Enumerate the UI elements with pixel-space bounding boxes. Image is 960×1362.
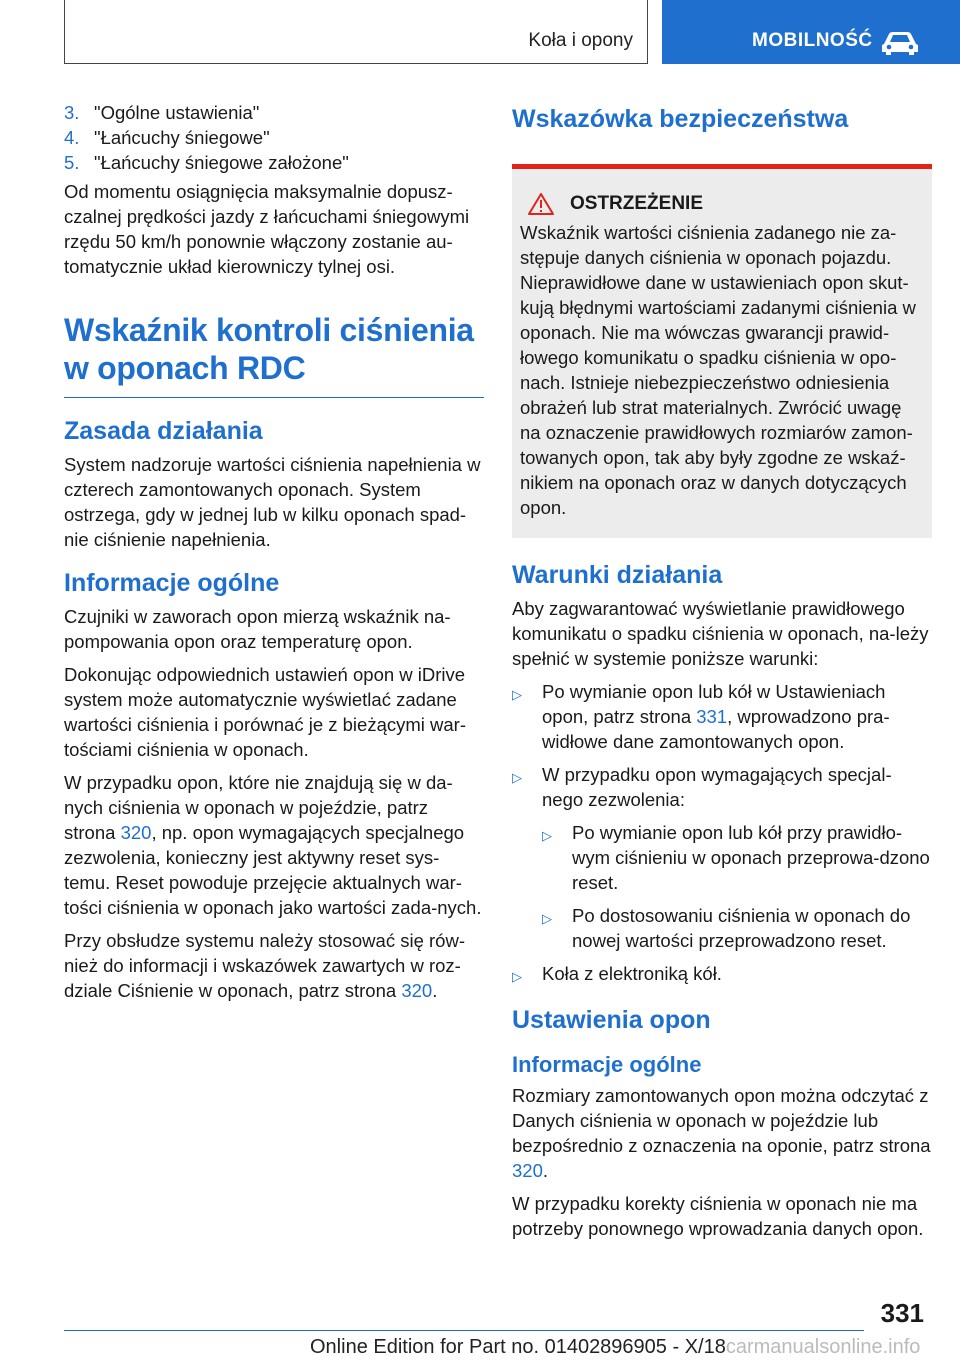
warning-triangle-icon [528, 193, 554, 215]
text: , wprowadzono pra‐widłowe dane zamontowanych opon. [542, 706, 890, 752]
list-text: "Łańcuchy śniegowe" [94, 127, 270, 148]
heading-general-info: Informacje ogólne [512, 1052, 702, 1077]
list-item [64, 125, 484, 150]
bullet-arrow-icon: ▷ [512, 770, 522, 785]
warning-title: OSTRZEŻENIE [570, 193, 704, 214]
list-item [64, 100, 484, 125]
list-item [64, 150, 484, 175]
paragraph [64, 770, 484, 920]
warning-text: Wskaźnik wartości ciśnienia zadanego nie za‐stępuje danych ciśnienia w oponach pojazdu. Nieprawidłowe dane w ustawieniach opon skut‐kują błędnymi wartościami zadanymi ciśnienia w oponach. Nie ma wówczas gwarancji prawid‐łowego komunikatu o spadku ciśnienia w opo‐nach. Istnieje niebezpieczeństwo odniesienia obrażeń lub strat materialnych. Zwrócić uwagę na oznaczenie prawidłowych rozmiarów zamon‐towanych opon, tak aby były zgodne ze wskaź‐nikiem na oponach oraz w danych dotyczących opon. [520, 222, 916, 518]
text: . [542, 1160, 549, 1181]
list-item [512, 679, 932, 754]
text: W przypadku opon, które nie znajdują się w da‐nych ciśnienia w oponach w pojeździe, patrz strona [64, 772, 453, 843]
header-chapter-tab [662, 0, 960, 64]
heading-principle: Zasada działania [64, 417, 263, 445]
paragraph: Dokonując odpowiednich ustawień opon w iDrive system może automatycznie wyświetlać zadane wartości ciśnienia i porównać je z bieżącymi war‐tościami ciśnienia w oponach. [64, 664, 467, 760]
heading-conditions: Warunki działania [512, 561, 723, 589]
warning-box [512, 164, 932, 538]
list-number: 5. [64, 152, 80, 173]
heading-divider [64, 397, 484, 398]
text: . [432, 980, 438, 1001]
bullet-arrow-icon: ▷ [542, 911, 552, 926]
warning-header [520, 191, 924, 216]
car-icon [880, 30, 920, 56]
watermark: carmanualsonline.info [725, 1336, 921, 1358]
paragraph: W przypadku korekty ciśnienia w oponach nie ma potrzeby ponownego wprowadzania danych opon. [512, 1193, 924, 1239]
bullet-arrow-icon: ▷ [512, 969, 522, 984]
list-item [542, 903, 932, 953]
page-link[interactable]: 320 [401, 980, 433, 1001]
list-item [542, 820, 932, 895]
page-number: 331 [880, 1298, 924, 1328]
paragraph: Czujniki w zaworach opon mierzą wskaźnik na‐pompowania opon oraz temperaturę opon. [64, 606, 451, 652]
footer-divider [64, 1330, 864, 1331]
paragraph [512, 1083, 932, 1183]
paragraph [64, 928, 484, 1003]
header-section-box [64, 0, 648, 64]
list-text [542, 679, 932, 754]
list-number: 4. [64, 127, 80, 148]
text: Przy obsłudze systemu należy stosować się rów‐nież do informacji i wskazówek zawartych w roz‐dziale Ciśnienie w oponach, patrz strona [64, 930, 465, 1001]
text: , np. opon wymagających specjalnego zezwolenia, konieczny jest aktywny reset sys‐temu. Reset powoduje przejęcie aktualnych war‐tości ciśnienia w oponach jako wartości zada‐nych. [64, 822, 482, 918]
section-heading-rdc: Wskaźnik kontroli ciśnienia w oponach RDC [64, 312, 474, 386]
text: Po wymianie opon lub kół w Ustawieniach opon, patrz strona [542, 681, 886, 727]
list-text: Koła z elektroniką kół. [542, 963, 722, 984]
left-column [64, 100, 484, 1011]
text: Rozmiary zamontowanych opon można odczytać z Danych ciśnienia w oponach w pojeździe lub bezpośrednio z oznaczenia na oponie, patrz strona [512, 1085, 931, 1156]
list-number: 3. [64, 102, 80, 123]
heading-general-info: Informacje ogólne [64, 569, 280, 597]
edition-text: Online Edition for Part no. 01402896905 - X/18 [310, 1336, 726, 1358]
page-link[interactable]: 320 [512, 1160, 543, 1181]
list-item [512, 961, 932, 989]
header-section-title: Koła i opony [528, 30, 633, 51]
list-text: "Łańcuchy śniegowe założone" [94, 152, 349, 173]
heading-safety: Wskazówka bezpieczeństwa [512, 105, 849, 133]
right-column [512, 100, 932, 1249]
header-chapter-label: MOBILNOŚĆ [752, 30, 873, 51]
list-text: Po dostosowaniu ciśnienia w oponach do nowej wartości przeprowadzono reset. [572, 905, 911, 951]
principle-paragraph: System nadzoruje wartości ciśnienia napełnienia w czterech zamontowanych oponach. System ostrzega, gdy w jednej lub w kilku oponach spad‐nie ciśnienie napełnienia. [64, 454, 481, 550]
footer-edition [310, 1336, 920, 1359]
conditions-intro: Aby zagwarantować wyświetlanie prawidłowego komunikatu o spadku ciśnienia w oponach, na‐leży spełnić w systemie poniższe warunki: [512, 598, 929, 669]
intro-paragraph: Od momentu osiągnięcia maksymalnie dopusz‐czalnej prędkości jazdy z łańcuchami śniegowymi rzędu 50 km/h ponownie włączony zostanie au‐tomatycznie układ kierowniczy tylnej osi. [64, 181, 470, 277]
list-item [512, 762, 932, 812]
page-link[interactable]: 331 [696, 706, 728, 727]
list-text: "Ogólne ustawienia" [94, 102, 260, 123]
bullet-arrow-icon: ▷ [542, 828, 552, 843]
list-text: Po wymianie opon lub kół przy prawidło‐wym ciśnieniu w oponach przeprowa‐dzono reset. [572, 822, 930, 893]
bullet-arrow-icon: ▷ [512, 687, 522, 702]
list-text: W przypadku opon wymagających specjal‐nego zezwolenia: [542, 764, 892, 810]
heading-tire-settings: Ustawienia opon [512, 1006, 711, 1034]
page-link[interactable]: 320 [120, 822, 152, 843]
